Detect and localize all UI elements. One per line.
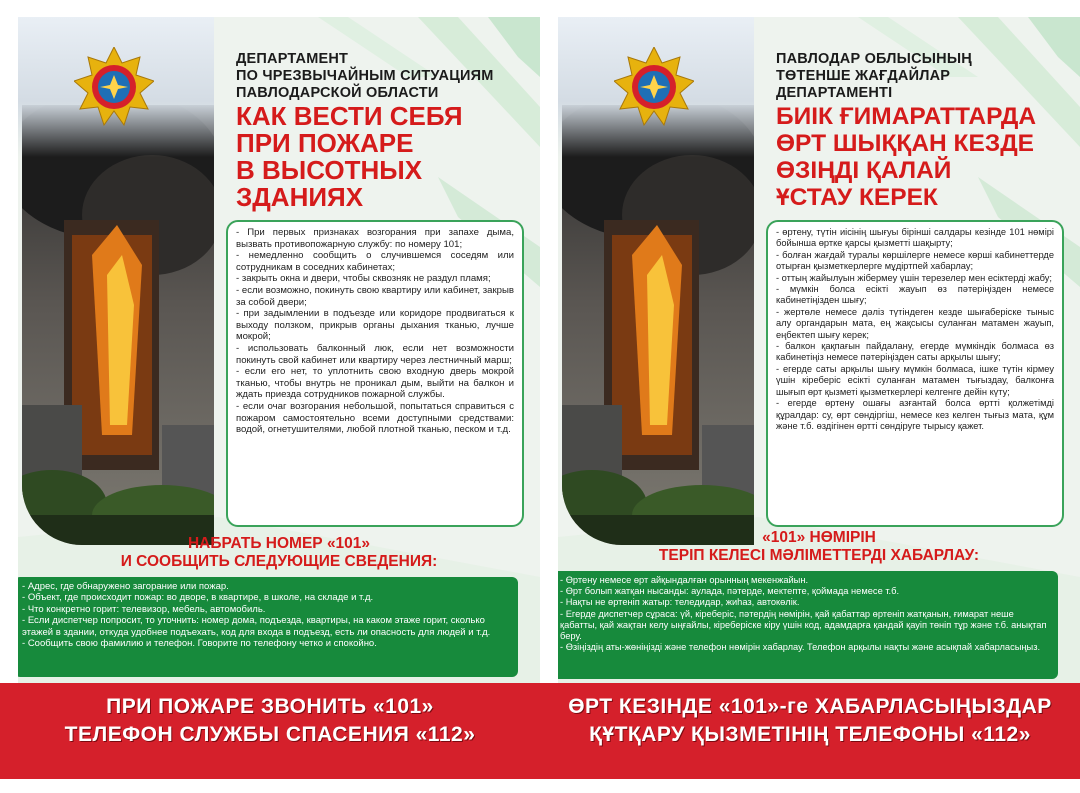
emergency-emblem-icon [614, 47, 694, 127]
rule-item: - жертөле немесе дәліз түтіндеген кезде шығаберіске тыныс алу органдарын мата, ең жақсысы суланған матамен жауып, еңбектеп шығу керек; [776, 306, 1054, 340]
info-item: - Адрес, где обнаружено загорание или пожар. [22, 581, 510, 592]
rule-item: - если возможно, покинуть свою квартиру или кабинет, закрыв за собой двери; [236, 284, 514, 308]
title-line-1: БИІК ҒИМАРАТТАРДА [776, 103, 1037, 130]
info-item: - Сообщить свою фамилию и телефон. Говорите по телефону четко и спокойно. [22, 638, 510, 649]
rule-item: - егерде саты арқылы шығу мүмкін болмаса, ішке түтін кірмеу үшін кіреберіс есікті суланған матамен тығыздау, балконға шығып өрт қызметі қызметкерлері келгенге дейін күту; [776, 363, 1054, 397]
department-name [776, 51, 1072, 102]
info-item: - Что конкретно горит: телевизор, мебель, автомобиль. [22, 604, 510, 615]
department-line-2: ТӨТЕНШЕ ЖАҒДАЙЛАР [776, 68, 951, 84]
rule-item: - болған жағдай туралы көршілерге немесе көрші кабинеттерде отырған қызметкерлерге мұдіртпей хабарлау; [776, 249, 1054, 272]
title-line-4: ҰСТАУ КЕРЕК [776, 184, 938, 211]
subtitle-line-1: «101» НӨМІРІН [762, 529, 876, 546]
title-line-2: ӨРТ ШЫҚҚАН КЕЗДЕ [776, 130, 1034, 157]
banner-line-1: ӨРТ КЕЗІНДЕ «101»-ге ХАБАРЛАСЫҢЫЗДАР [568, 695, 1052, 718]
rule-item: - закрыть окна и двери, чтобы сквозняк не раздул пламя; [236, 273, 491, 285]
safety-rules-box [766, 220, 1064, 527]
banner-line-1: ПРИ ПОЖАРЕ ЗВОНИТЬ «101» [106, 695, 434, 718]
poster-title [776, 103, 1076, 211]
rule-item: - балкон қақпағын пайдалану, егерде мүмкіндік болмаса өз кабинетіңіз немесе пәтеріңізден саты арқылы шығу; [776, 341, 1054, 363]
burning-building-photo [22, 105, 214, 545]
department-line-3: ПАВЛОДАРСКОЙ ОБЛАСТИ [236, 85, 439, 101]
report-info-box [558, 571, 1058, 679]
rule-item: - При первых признаках возгорания при запахе дыма, вызвать противопожарную службу: по номеру 101; [236, 227, 514, 250]
title-line-3: В ВЫСОТНЫХ [236, 155, 423, 185]
title-line-2: ПРИ ПОЖАРЕ [236, 128, 414, 158]
emergency-numbers-banner-kazakh [540, 683, 1080, 779]
banner-line-2: ТЕЛЕФОН СЛУЖБЫ СПАСЕНИЯ «112» [64, 723, 476, 746]
rule-item: - өртену, түтін иісінің шығуы бірінші салдары кезінде 101 нөмірі бойынша өртке қарсы қызметті шақырту; [776, 227, 1054, 249]
burning-building-photo [562, 105, 754, 545]
emergency-numbers-banner-russian [0, 683, 540, 779]
call-subtitle [558, 529, 1080, 565]
report-info-box [18, 577, 518, 677]
subtitle-line-2: ТЕРІП КЕЛЕСІ МӘЛІМЕТТЕРДІ ХАБАРЛАУ: [658, 547, 980, 564]
subtitle-line-2: И СООБЩИТЬ СЛЕДУЮЩИЕ СВЕДЕНИЯ: [120, 553, 438, 570]
poster-kazakh [558, 17, 1080, 683]
rule-item: - если очаг возгорания небольшой, попытаться справиться с пожаром самостоятельно всеми доступными средствами: водой, огнетушителями, любой плотной тканью, песком и т.д. [236, 400, 514, 436]
rule-item: - оттың жайылуын жібермеу үшін терезелер мен есіктерді жабу; [776, 272, 1052, 283]
rule-item: - использовать балконный люк, если нет возможности покинуть свой кабинет или квартиру через лестничный марш; [236, 342, 514, 366]
rule-item: - егерде өртену ошағы азғантай болса өртті қолжетімді құралдар: су, өрт сөндіргіш, немесе кез келген тығыз мата, құм және т.б. өздігінен өртті сөндіруге тырысу қажет. [776, 398, 1054, 431]
emergency-emblem-icon [74, 47, 154, 127]
department-line-1: ПАВЛОДАР ОБЛЫСЫНЫҢ [776, 51, 972, 67]
info-item: - Объект, где происходит пожар: во дворе, в квартире, в школе, на складе и т.д. [22, 592, 510, 603]
title-line-1: КАК ВЕСТИ СЕБЯ [236, 101, 463, 131]
info-item: - Егерде диспетчер сұраса: үй, кіреберіс, пәтердің нөмірін, қай қабаттар өртеніп жатқанын, ғимарат неше қабатты, қай жақтан келу ыңғайлы, кіреберіске кіру үшін код, адамдарға қандай қауіп төніп тұр және т.б. анықтап беру. [560, 609, 1050, 643]
rule-item: - если его нет, то уплотнить свою входную дверь мокрой тканью, чтобы внутрь не проникал дым, выйти на балкон и ждать приезда сотрудников пожарной службы. [236, 366, 514, 401]
banner-line-2: ҚҰТҚАРУ ҚЫЗМЕТІНІҢ ТЕЛЕФОНЫ «112» [589, 723, 1031, 746]
subtitle-line-1: НАБРАТЬ НОМЕР «101» [187, 535, 371, 552]
info-item: - Өрт болып жатқан нысанды: аулада, пәтерде, мектепте, қоймада немесе т.б. [560, 586, 1050, 597]
info-item: - Өртену немесе өрт айқындалған орынның мекенжайын. [560, 575, 1050, 586]
department-line-3: ДЕПАРТАМЕНТІ [776, 85, 893, 101]
rule-item: - при задымлении в подъезде или коридоре продвигаться к выходу ползком, прикрыв органы дыхания тканью, лучше мокрой; [236, 308, 514, 343]
department-line-2: ПО ЧРЕЗВЫЧАЙНЫМ СИТУАЦИЯМ [236, 68, 494, 84]
info-item: - Нақты не өртеніп жатыр: теледидар, жиһаз, автокөлік. [560, 597, 1050, 608]
poster-russian [18, 17, 540, 683]
department-line-1: ДЕПАРТАМЕНТ [236, 51, 349, 67]
safety-rules-box [226, 220, 524, 527]
title-line-3: ӨЗІҢДІ ҚАЛАЙ [776, 157, 952, 184]
poster-title [236, 103, 536, 211]
title-line-4: ЗДАНИЯХ [236, 182, 364, 212]
department-name [236, 51, 532, 102]
info-item: - Өзіңіздің аты-жөніңізді және телефон нөмірін хабарлау. Телефон арқылы нақты және асықпай хабарласыңыз. [560, 642, 1050, 653]
rule-item: - немедленно сообщить о случившемся соседям или сотрудникам в соседних кабинетах; [236, 250, 514, 273]
info-item: - Если диспетчер попросит, то уточнить: номер дома, подъезда, квартиры, на каком этаже горит, сколько этажей в здании, откуда удобнее подъехать, код для входа в подъезд, есть ли опасность для людей и т.д. [22, 615, 510, 638]
rule-item: - мүмкін болса есікті жауып өз пәтеріңізден немесе кабинетіңізден шығу; [776, 284, 1054, 306]
call-subtitle [18, 535, 540, 571]
